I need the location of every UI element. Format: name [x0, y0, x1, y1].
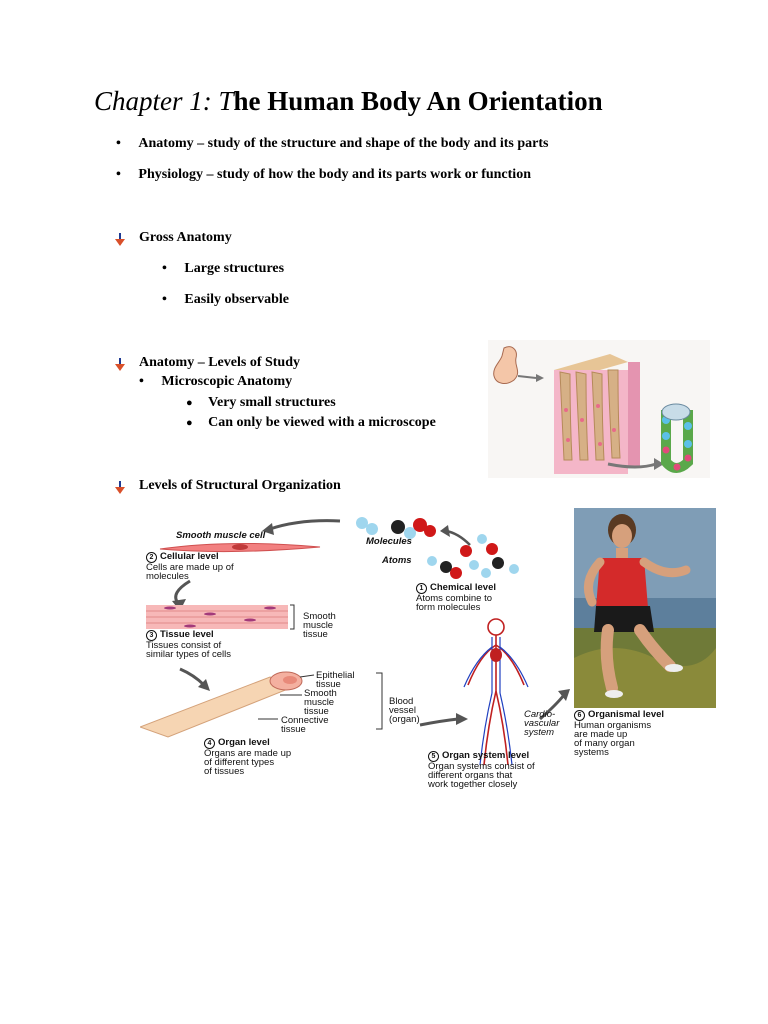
label-cellular-level: 2 Cellular level Cells are made up of molecules [146, 551, 234, 582]
gross-anatomy-heading: Gross Anatomy [139, 230, 232, 245]
bullet: • [162, 292, 167, 307]
microscopic-item [139, 374, 292, 390]
label-blood-vessel: Blood vessel (organ) [389, 696, 420, 725]
definition-anatomy [116, 136, 548, 152]
label-chemical-level: 1 Chemical level Atoms combine to form molecules [416, 582, 497, 613]
levels-study-heading: Anatomy – Levels of Study [139, 355, 301, 370]
levels-study-item-text: Can only be viewed with a microscope [208, 415, 436, 430]
label-organ-system-level: 5 Organ system level Organ systems consist of different organs that work together closely [428, 750, 535, 790]
arrow-bullet-icon [114, 233, 126, 247]
label-atoms: Atoms [382, 555, 412, 566]
label-epithelial-tissue: Epithelial tissue [316, 670, 355, 690]
gross-item-text: Easily observable [184, 292, 290, 307]
dot: ● [186, 417, 193, 429]
runner-photo [574, 508, 716, 708]
levels-study-item [186, 395, 336, 411]
page-title [94, 86, 603, 117]
gross-item [162, 261, 284, 277]
label-cardiovascular-system: Cardio- vascular system [524, 709, 560, 738]
bullet: • [116, 167, 121, 182]
label-organ-smooth-muscle: Smooth muscle tissue [304, 688, 337, 717]
gross-item [162, 292, 289, 308]
label-smooth-muscle-tissue: Smooth muscle tissue [303, 611, 336, 640]
label-smooth-muscle-cell: Smooth muscle cell [176, 530, 266, 541]
arrow-bullet-icon [114, 481, 126, 495]
levels-study-item [186, 415, 436, 431]
bullet: • [139, 374, 144, 389]
label-connective-tissue: Connective tissue [281, 715, 329, 735]
bullet: • [162, 261, 167, 276]
title-initial: T [218, 86, 234, 116]
bullet: • [116, 136, 121, 151]
microscopic-text: Microscopic Anatomy [161, 374, 293, 389]
definition-text: Anatomy – study of the structure and shape of the body and its parts [138, 136, 549, 151]
label-molecules: Molecules [366, 536, 412, 547]
label-tissue-level: 3 Tissue level Tissues consist of similar types of cells [146, 629, 231, 660]
arrow-bullet-icon [114, 358, 126, 372]
label-organ-level: 4 Organ level Organs are made up of different types of tissues [204, 737, 292, 777]
organization-heading: Levels of Structural Organization [139, 478, 341, 493]
definition-text: Physiology – study of how the body and its parts work or function [138, 167, 531, 182]
gross-item-text: Large structures [184, 261, 285, 276]
levels-study-item-text: Very small structures [208, 395, 336, 410]
stomach-tissue-illustration [488, 340, 710, 478]
dot: ● [186, 397, 193, 409]
chapter-label: Chapter 1: [94, 86, 212, 116]
title-text: he Human Body An Orientation [233, 86, 603, 116]
label-organismal-level: 6 Organismal level Human organisms are made up of many organ systems [574, 709, 665, 758]
definition-physiology [116, 167, 531, 183]
